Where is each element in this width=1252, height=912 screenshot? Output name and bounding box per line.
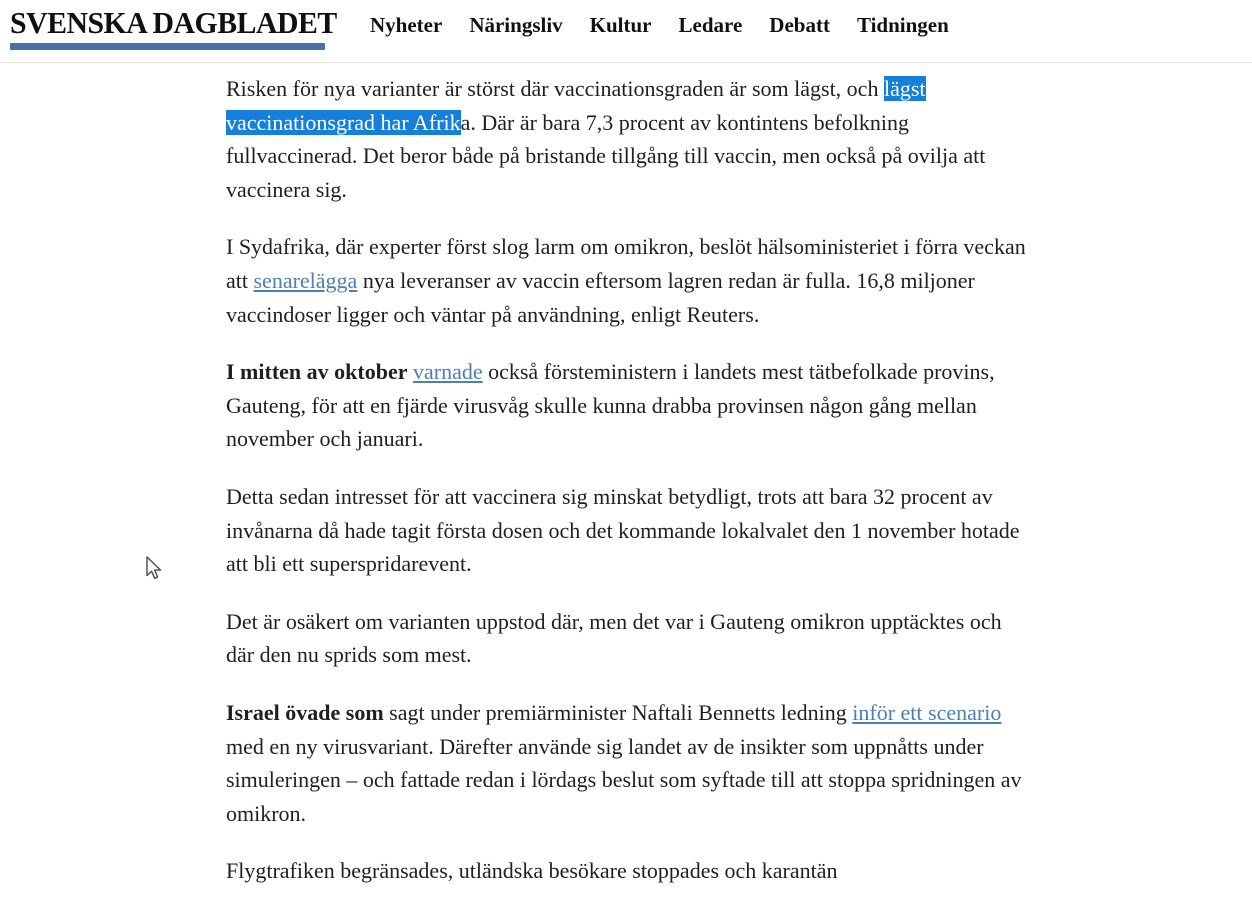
- paragraph: [226, 696, 1026, 830]
- paragraph: [226, 605, 1026, 672]
- nav-item-ledare[interactable]: Ledare: [678, 13, 743, 37]
- nav-item-naringsliv[interactable]: Näringsliv: [469, 13, 563, 37]
- article-body: [226, 72, 1026, 912]
- body-text: med en ny virusvariant. Därefter använde sig landet av de insikter som uppnåtts under simuleringen – och fattade redan i lördags beslut som syftade till att stoppa spridningen av omikron.: [226, 733, 1022, 826]
- nav-item-kultur[interactable]: Kultur: [589, 13, 652, 37]
- body-text: också försteministern i landets mest tätbefolkade provins, Gauteng, för att en fjärde virusvåg skulle kunna drabba provinsen någon gång mellan november och januari.: [226, 359, 995, 452]
- site-header: [0, 0, 1252, 63]
- paragraph: [226, 854, 1026, 888]
- selected-text: lägst vaccinationsgrad har Afrik: [226, 76, 926, 135]
- body-text: a. Där är bara 7,3 procent av kontintens befolkning fullvaccinerad. Det beror både på bristande tillgång till vaccin, men också på ovilja att vaccinera sig.: [226, 109, 986, 202]
- body-text: Flygtrafiken begränsades, utländska besökare stoppades och karantän: [226, 858, 838, 884]
- nav-item-debatt[interactable]: Debatt: [769, 13, 830, 37]
- paragraph: [226, 480, 1026, 581]
- body-text: Det är osäkert om varianten uppstod där, men det var i Gauteng omikron upptäcktes och där den nu sprids som mest.: [226, 608, 1002, 668]
- body-text: I Sydafrika, där experter först slog larm om omikron, beslöt hälsoministeriet i förra veckan att: [226, 234, 1026, 293]
- bold-text: Israel övade som: [226, 699, 384, 725]
- paragraph: [226, 355, 1026, 456]
- mouse-cursor: [145, 556, 167, 582]
- body-text: Risken för nya varianter är störst där vaccinationsgraden är som lägst, och: [226, 76, 884, 101]
- paragraph: [226, 72, 1026, 206]
- bold-text: I mitten av oktober: [226, 359, 408, 385]
- body-text: nya leveranser av vaccin eftersom lagren redan är fulla. 16,8 miljoner vaccindoser ligger och väntar på användning, enligt Reuters.: [226, 267, 975, 327]
- logo[interactable]: [10, 5, 337, 50]
- inline-link[interactable]: senarelägga: [253, 267, 358, 293]
- paragraph: [226, 230, 1026, 331]
- logo-underline-bar: [10, 43, 325, 50]
- nav-item-nyheter[interactable]: Nyheter: [370, 13, 443, 37]
- nav-item-tidningen[interactable]: Tidningen: [856, 13, 949, 37]
- inline-link[interactable]: varnade: [412, 359, 483, 385]
- inline-link[interactable]: inför ett scenario: [852, 699, 1002, 725]
- main-nav: [370, 0, 949, 75]
- logo-text: SVENSKA DAGBLADET: [10, 5, 337, 40]
- body-text: Detta sedan intresset för att vaccinera sig minskat betydligt, trots att bara 32 procent av invånarna då hade tagit första dosen och det kommande lokalvalet den 1 november hotade att bli ett superspridarevent.: [226, 483, 1020, 577]
- body-text: sagt under premiärminister Naftali Bennetts ledning: [383, 699, 853, 725]
